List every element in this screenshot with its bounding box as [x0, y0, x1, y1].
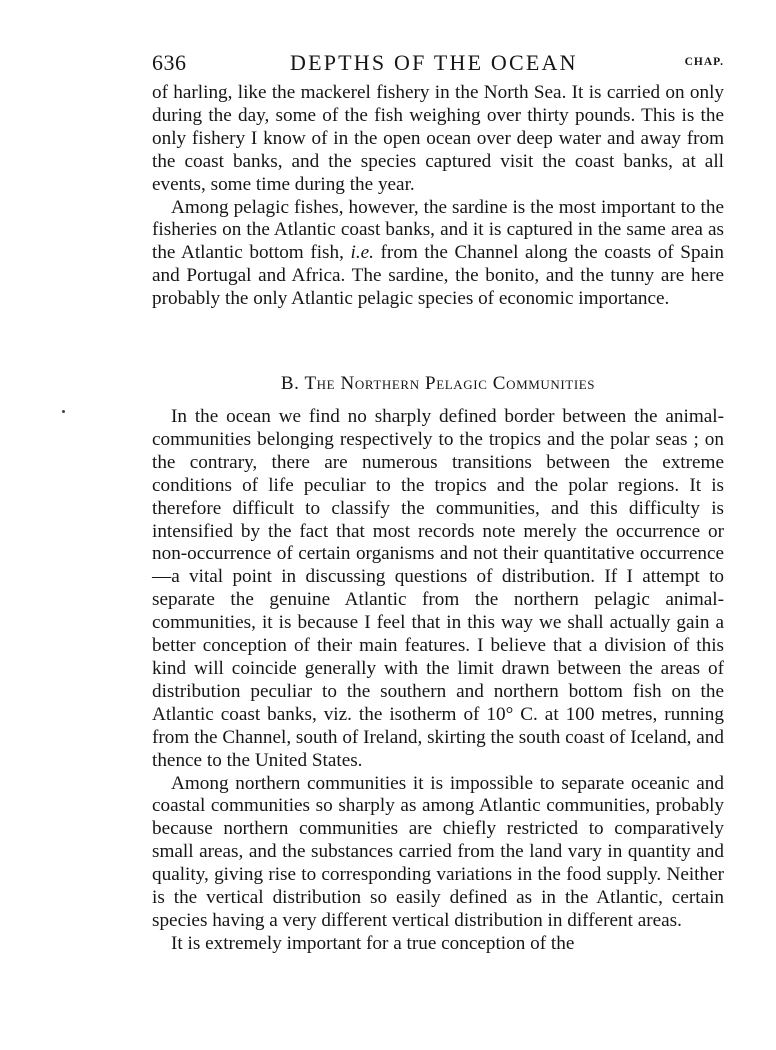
margin-speck: [62, 410, 65, 413]
chapter-label: CHAP.: [684, 56, 724, 68]
paragraph-sardine-text-a: Among pelagic fishes, however, the sardine is the most important to the fisheries on the Atlantic coast banks, and it is captured in the same area as the Atlantic bottom fish,: [152, 196, 724, 264]
paragraph-northern: Among northern communities it is impossible to separate oceanic and coastal communities so sharply as among Atlantic communities, probably because northern communities are chiefly restricted to comparatively small areas, and the substances carried from the land vary in quantity and quality, giving rise to corresponding variations in the food supply. Neither is the vertical distribution so easily defined as in the Atlantic, certain species having a very different vertical distribution in different areas.: [152, 772, 724, 931]
paragraph-communities: In the ocean we find no sharply defined border between the animal-communities belonging respectively to the tropics and the polar seas ; on the contrary, there are numerous transitions between the extreme conditions of life peculiar to the tropics and the polar regions. It is therefore difficult to classify the communities, and this difficulty is intensified by the fact that most records note merely the occurrence or non-occurrence of certain organisms and not their quantitative occurrence—a vital point in discussing questions of distribution. If I attempt to separate the genuine Atlantic from the northern pelagic animal-communities, it is because I feel that in this way we shall actually gain a better conception of their main features. I believe that a division of this kind will coincide generally with the limit drawn between the areas of distribution peculiar to the southern and northern bottom fish on the Atlantic coast banks, viz. the isotherm of 10° C. at 100 metres, running from the Channel, south of Ireland, skirting the south coast of Iceland, and thence to the United States.: [152, 406, 724, 771]
paragraph-sardine-italic: i.e.: [350, 242, 374, 264]
running-head: [152, 50, 724, 80]
paragraph-final: It is extremely important for a true conception of the: [171, 932, 575, 954]
paragraph-sardine: [152, 197, 724, 312]
section-heading: B. The Northern Pelagic Communities: [280, 373, 596, 394]
paragraph-sardine-text-b: from the Channel along the coasts of Spain and Portugal and Africa. The sardine, the bonito, and the tunny are here probably the only Atlantic pelagic species of economic importance.: [152, 242, 724, 310]
page-number: 636: [152, 50, 187, 75]
running-title: DEPTHS OF THE OCEAN: [290, 50, 578, 75]
text-block-bottom: [152, 406, 724, 956]
text-block-top: [152, 82, 724, 311]
paragraph-continued: of harling, like the mackerel fishery in the North Sea. It is carried on only during the day, some of the fish weighing over thirty pounds. This is the only fishery I know of in the open ocean over deep water and away from the coast banks, and the species captured visit the coast banks, at all events, some time during the year.: [152, 82, 724, 195]
